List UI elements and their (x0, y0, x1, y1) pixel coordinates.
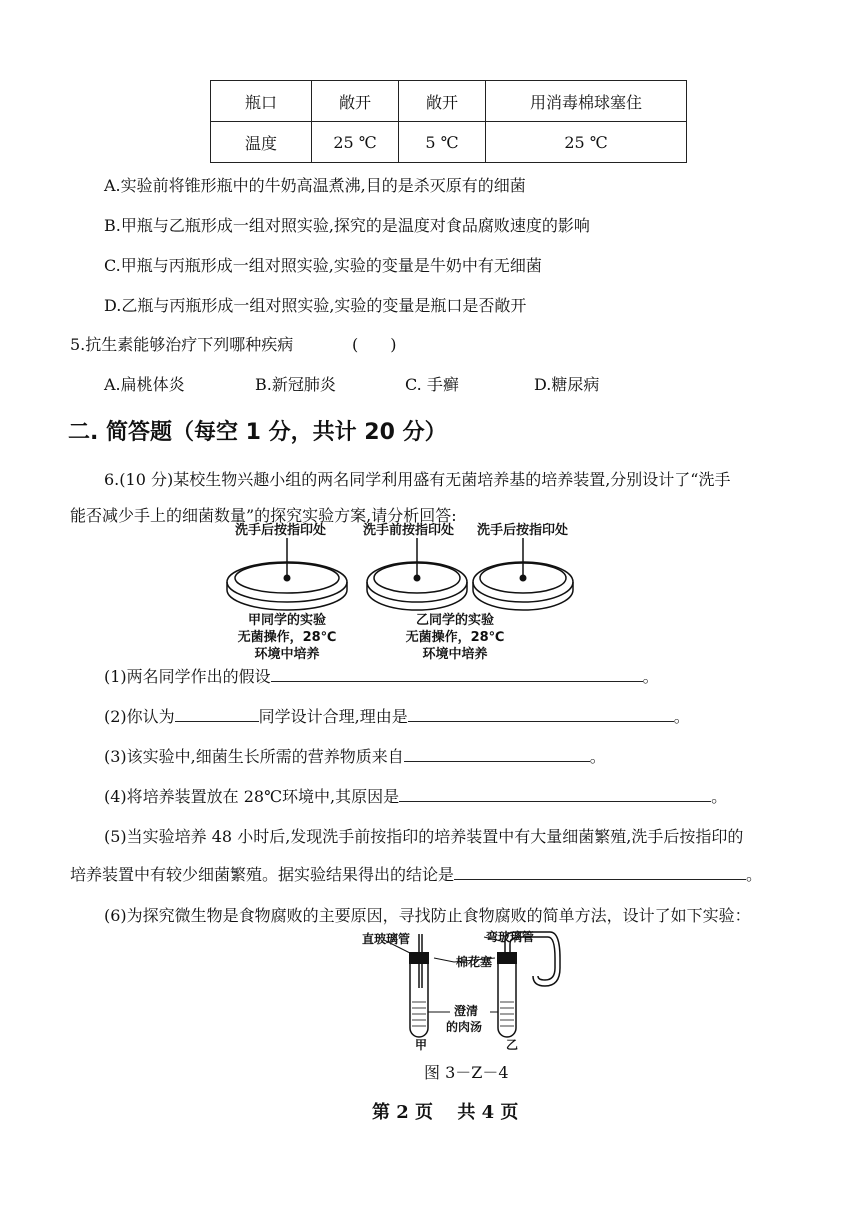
table-cell: 25 ℃ (486, 122, 687, 163)
q5-option-a: A.扁桃体炎 (104, 375, 185, 394)
q5-option-c: C. 手癣 (405, 375, 459, 394)
q4-option-a: A.实验前将锥形瓶中的牛奶高温煮沸,目的是杀灭原有的细菌 (104, 176, 526, 195)
q4-option-b: B.甲瓶与乙瓶形成一组对照实验,探究的是温度对食品腐败速度的影响 (104, 216, 590, 235)
answer-blank[interactable] (175, 705, 259, 722)
q4-option-c: C.甲瓶与丙瓶形成一组对照实验,实验的变量是牛奶中有无细菌 (104, 256, 542, 275)
q6-sub6: (6)为探究微生物是食物腐败的主要原因，寻找防止食物腐败的简单方法，设计了如下实验： (104, 906, 751, 925)
yi-label-line1: 乙同学的实验 (415, 613, 495, 628)
q5-option-d: D.糖尿病 (534, 375, 600, 394)
q4-option-d: D.乙瓶与丙瓶形成一组对照实验,实验的变量是瓶口是否敞开 (104, 296, 527, 315)
answer-blank[interactable] (404, 745, 590, 762)
table-cell: 温度 (211, 122, 312, 163)
q6-sub1-text: (1)两名同学作出的假设 (104, 667, 271, 686)
table-cell: 瓶口 (211, 81, 312, 122)
label-after-wash-left: 洗手后按指印处 (235, 523, 327, 538)
page-footer: 第 2 页 共 4 页 (372, 1102, 519, 1123)
table-cell: 敞开 (399, 81, 486, 122)
yi-label-line2: 无菌操作，28℃ (405, 630, 505, 645)
label-jia: 甲 (415, 1038, 428, 1052)
period: 。 (746, 865, 763, 884)
fingerprint-dot (520, 575, 527, 582)
experiment-table (210, 80, 687, 163)
petri-dish-figure (215, 520, 595, 665)
q6-sub4-text: (4)将培养装置放在 28℃环境中,其原因是 (104, 787, 400, 806)
q6-sub2-text-b: 同学设计合理,理由是 (258, 707, 408, 726)
table-row (211, 122, 687, 163)
label-before-wash: 洗手前按指印处 (363, 523, 455, 538)
answer-blank[interactable] (399, 785, 711, 802)
q5-option-b: B.新冠肺炎 (255, 375, 336, 394)
fingerprint-dot (414, 575, 421, 582)
jia-label-line1: 甲同学的实验 (247, 613, 327, 628)
label-straight-tube: 直玻璃管 (362, 932, 411, 946)
broth-yi (500, 1002, 514, 1026)
q6-intro-line1: 6.(10 分)某校生物兴趣小组的两名同学利用盛有无菌培养基的培养装置,分别设计了“洗手 (104, 470, 731, 489)
label-broth-line2: 的肉汤 (446, 1020, 483, 1034)
period: 。 (589, 747, 606, 766)
jia-label-line2: 无菌操作，28℃ (237, 630, 337, 645)
test-tube-yi (498, 932, 560, 1037)
label-bent-tube: 弯玻璃管 (486, 930, 535, 944)
period: 。 (711, 787, 728, 806)
answer-blank[interactable] (408, 705, 674, 722)
table-cell: 用消毒棉球塞住 (486, 81, 687, 122)
label-cotton-plug: 棉花塞 (456, 955, 493, 969)
label-broth-line1: 澄清 (454, 1004, 479, 1018)
table-cell: 25 ℃ (312, 122, 399, 163)
figure-caption: 图 3－Z－4 (424, 1063, 509, 1082)
q6-sub1 (104, 664, 659, 687)
period: 。 (642, 667, 659, 686)
test-tube-jia (410, 934, 428, 1037)
label-yi: 乙 (506, 1038, 519, 1052)
q6-sub2-text-a: (2)你认为 (104, 707, 175, 726)
table-cell: 敞开 (312, 81, 399, 122)
table-row (211, 81, 687, 122)
section-heading: 二. 简答题（每空 1 分，共计 20 分） (68, 420, 447, 445)
q5-stem: 5.抗生素能够治疗下列哪种疾病 (70, 335, 294, 354)
q6-sub4 (104, 784, 727, 807)
table-cell: 5 ℃ (399, 122, 486, 163)
answer-blank[interactable] (454, 863, 746, 880)
yi-label-line3: 环境中培养 (422, 647, 488, 662)
answer-blank[interactable] (271, 665, 643, 682)
cotton-plug-yi (497, 952, 517, 964)
period: 。 (673, 707, 690, 726)
q6-sub2 (104, 704, 690, 727)
q6-sub5-text: 培养装置中有较少细菌繁殖。据实验结果得出的结论是 (70, 865, 455, 884)
fingerprint-dot (284, 575, 291, 582)
q5-answer-paren: ( ) (352, 335, 397, 354)
q6-sub5-line2 (70, 862, 762, 885)
q6-intro-line2: 能否减少手上的细菌数量”的探究实验方案,请分析回答: (70, 506, 457, 525)
broth-jia (412, 1002, 426, 1026)
q6-sub3-text: (3)该实验中,细菌生长所需的营养物质来自 (104, 747, 404, 766)
label-after-wash-right: 洗手后按指印处 (477, 523, 569, 538)
test-tube-figure (350, 928, 590, 1054)
q6-sub5-line1: (5)当实验培养 48 小时后,发现洗手前按指印的培养装置中有大量细菌繁殖,洗手后按指印的 (104, 827, 744, 846)
q6-sub3 (104, 744, 606, 767)
jia-label-line3: 环境中培养 (254, 647, 320, 662)
